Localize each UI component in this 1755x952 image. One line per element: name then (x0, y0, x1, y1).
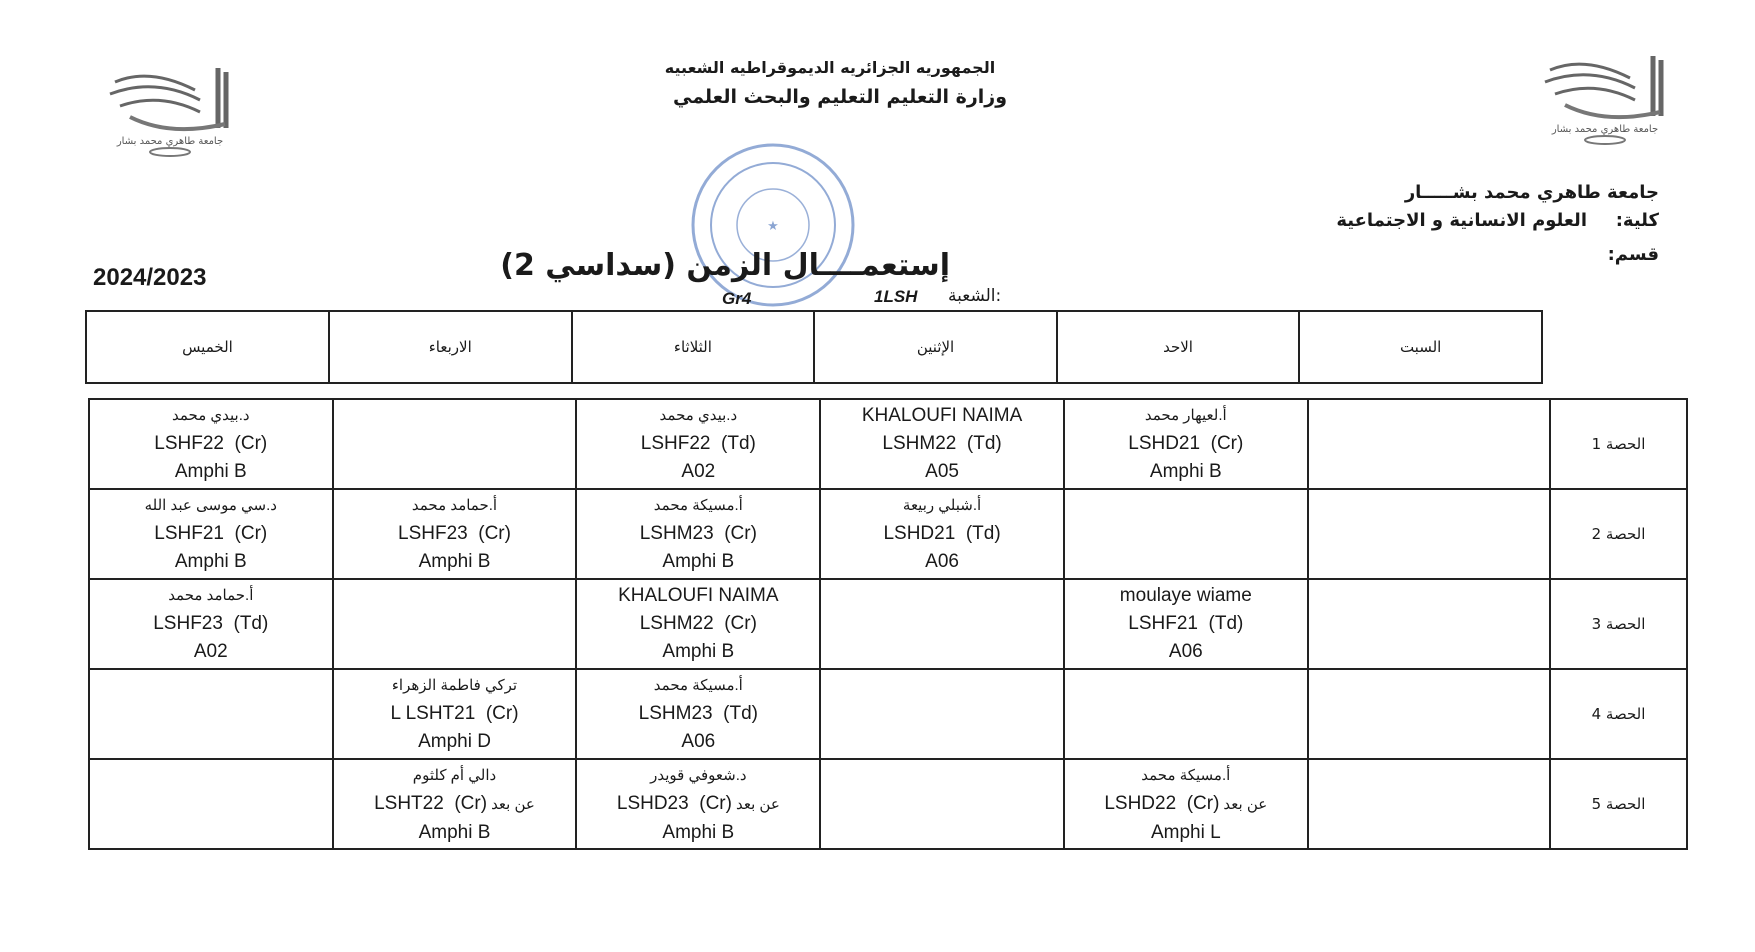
cell-thursday-slot-4 (89, 669, 333, 759)
cell-sunday-slot-5 (1064, 759, 1308, 849)
cell-sunday-slot-4 (1064, 669, 1308, 759)
faculty-label: كلية: (1615, 210, 1659, 231)
cell-saturday-slot-5 (1308, 759, 1550, 849)
cell-monday-slot-2 (820, 489, 1064, 579)
teacher-name: أ.حمامد محمد (168, 587, 254, 604)
course-code: LSHD22 (Cr) عن بعد (1104, 792, 1268, 814)
ministry-heading: وزارة التعليم التعليم والبحث العلمي (672, 86, 1008, 108)
academic-year: 2024/2023 (93, 264, 207, 291)
cell-tuesday-slot-3 (576, 579, 820, 669)
slot-label: الحصة 2 (1550, 489, 1687, 579)
teacher-name: KHALOUFI NAIMA (618, 585, 779, 606)
teacher-name: KHALOUFI NAIMA (861, 405, 1023, 426)
day-monday: الإثنين (814, 311, 1057, 383)
schedule-row (89, 579, 1687, 669)
room: Amphi B (418, 551, 491, 572)
room: A02 (681, 461, 716, 482)
cell-saturday-slot-2 (1308, 489, 1550, 579)
page-title: إستعمــــال الزمن (سداسي 2) (500, 248, 950, 283)
cell-monday-slot-1 (820, 399, 1064, 489)
course-code: LSHT22 (Cr) عن بعد (374, 792, 535, 814)
teacher-name: أ.مسيكة محمد (1141, 766, 1231, 784)
remote-note: عن بعد (1223, 795, 1268, 813)
schedule-row (89, 759, 1687, 849)
branch-label: الشعبة: (948, 286, 1002, 306)
cell-saturday-slot-3 (1308, 579, 1550, 669)
group-value: Gr4 (722, 289, 752, 308)
cell-wednesday-slot-4 (333, 669, 577, 759)
room: Amphi B (418, 821, 491, 843)
teacher-name: د.بيدي محمد (659, 407, 738, 424)
course-code: LSHF21 (Td) (1128, 613, 1244, 634)
course-code: L LSHT21 (Cr) (390, 703, 519, 724)
university-name: جامعة طاهري محمد بشـــــار (1404, 182, 1659, 203)
slot-label: الحصة 4 (1550, 669, 1687, 759)
course-code: LSHM23 (Td) (638, 703, 758, 724)
cell-tuesday-slot-1 (576, 399, 820, 489)
cell-tuesday-slot-4 (576, 669, 820, 759)
cell-monday-slot-4 (820, 669, 1064, 759)
teacher-name: د.شعوفي قويدر (650, 766, 747, 784)
official-stamp (688, 140, 858, 310)
course-code: LSHF22 (Td) (640, 433, 756, 454)
remote-note: عن بعد (735, 795, 780, 813)
days-header (85, 310, 1543, 384)
schedule-table (88, 398, 1688, 850)
cell-thursday-slot-1 (89, 399, 333, 489)
room: Amphi B (174, 461, 247, 482)
day-saturday: السبت (1299, 311, 1542, 383)
cell-saturday-slot-1 (1308, 399, 1550, 489)
room: A02 (193, 641, 228, 662)
logo-caption-left: جامعة طاهري محمد بشار (116, 136, 224, 147)
cell-sunday-slot-1 (1064, 399, 1308, 489)
logo-caption-right: جامعة طاهري محمد بشار (1551, 124, 1659, 135)
cell-tuesday-slot-2 (576, 489, 820, 579)
faculty-value: العلوم الانسانية و الاجتماعية (1336, 210, 1587, 231)
course-code: LSHD21 (Cr) (1128, 433, 1244, 454)
teacher-name: أ.لعيهار محمد (1144, 407, 1227, 424)
teacher-name: د.بيدي محمد (171, 407, 250, 424)
slot-label: الحصة 5 (1550, 759, 1687, 849)
cell-wednesday-slot-5 (333, 759, 577, 849)
room: A06 (1168, 641, 1203, 662)
teacher-name: تركي فاطمة الزهراء (391, 677, 518, 694)
course-code: LSHF22 (Cr) (154, 433, 268, 454)
teacher-name: أ.مسيكة محمد (653, 497, 743, 514)
teacher-name: أ.مسيكة محمد (653, 677, 743, 694)
cell-wednesday-slot-1 (333, 399, 577, 489)
cell-saturday-slot-4 (1308, 669, 1550, 759)
room: Amphi B (662, 551, 735, 572)
teacher-name: دالي أم كلثوم (412, 766, 497, 784)
cell-wednesday-slot-2 (333, 489, 577, 579)
day-tuesday: الثلاثاء (572, 311, 815, 383)
course-code: LSHF23 (Td) (153, 613, 269, 634)
course-code: LSHM22 (Td) (882, 433, 1002, 454)
room: Amphi B (174, 551, 247, 572)
room: Amphi B (662, 641, 735, 662)
slot-label: الحصة 1 (1550, 399, 1687, 489)
course-code: LSHM23 (Cr) (639, 523, 757, 544)
cell-thursday-slot-3 (89, 579, 333, 669)
schedule-row (89, 399, 1687, 489)
university-logo-right (1535, 50, 1675, 146)
cell-thursday-slot-5 (89, 759, 333, 849)
cell-sunday-slot-2 (1064, 489, 1308, 579)
room: Amphi L (1150, 821, 1221, 843)
cell-tuesday-slot-5 (576, 759, 820, 849)
cell-monday-slot-5 (820, 759, 1064, 849)
department-label: قسم: (1607, 244, 1659, 265)
day-sunday: الاحد (1057, 311, 1299, 383)
room: A05 (925, 461, 959, 482)
room: Amphi B (662, 821, 735, 843)
teacher-name: moulaye wiame (1119, 585, 1252, 606)
day-wednesday: الاربعاء (329, 311, 572, 383)
room: Amphi B (1149, 461, 1222, 482)
room: A06 (681, 731, 716, 752)
cell-monday-slot-3 (820, 579, 1064, 669)
remote-note: عن بعد (491, 795, 535, 813)
republic-heading: الجمهوريه الجزائريه الديموقراطيه الشعبيه (664, 58, 996, 77)
schedule-row (89, 669, 1687, 759)
day-thursday: الخميس (86, 311, 329, 383)
branch-value: 1LSH (874, 287, 918, 306)
course-code: LSHM22 (Cr) (639, 613, 757, 634)
schedule-row (89, 489, 1687, 579)
teacher-name: أ.شبلي ربيعة (902, 497, 982, 514)
cell-thursday-slot-2 (89, 489, 333, 579)
teacher-name: أ.حمامد محمد (411, 497, 498, 514)
teacher-name: د.سي موسى عبد الله (144, 497, 277, 514)
course-code: LSHF23 (Cr) (398, 523, 511, 544)
cell-sunday-slot-3 (1064, 579, 1308, 669)
course-code: LSHD23 (Cr) عن بعد (616, 792, 780, 814)
slot-label: الحصة 3 (1550, 579, 1687, 669)
course-code: LSHD21 (Td) (883, 523, 1001, 544)
room: A06 (925, 551, 959, 572)
course-code: LSHF21 (Cr) (154, 523, 268, 544)
university-logo-left (100, 62, 240, 158)
room: Amphi D (418, 731, 491, 752)
svg-text:★: ★ (767, 219, 779, 234)
cell-wednesday-slot-3 (333, 579, 577, 669)
